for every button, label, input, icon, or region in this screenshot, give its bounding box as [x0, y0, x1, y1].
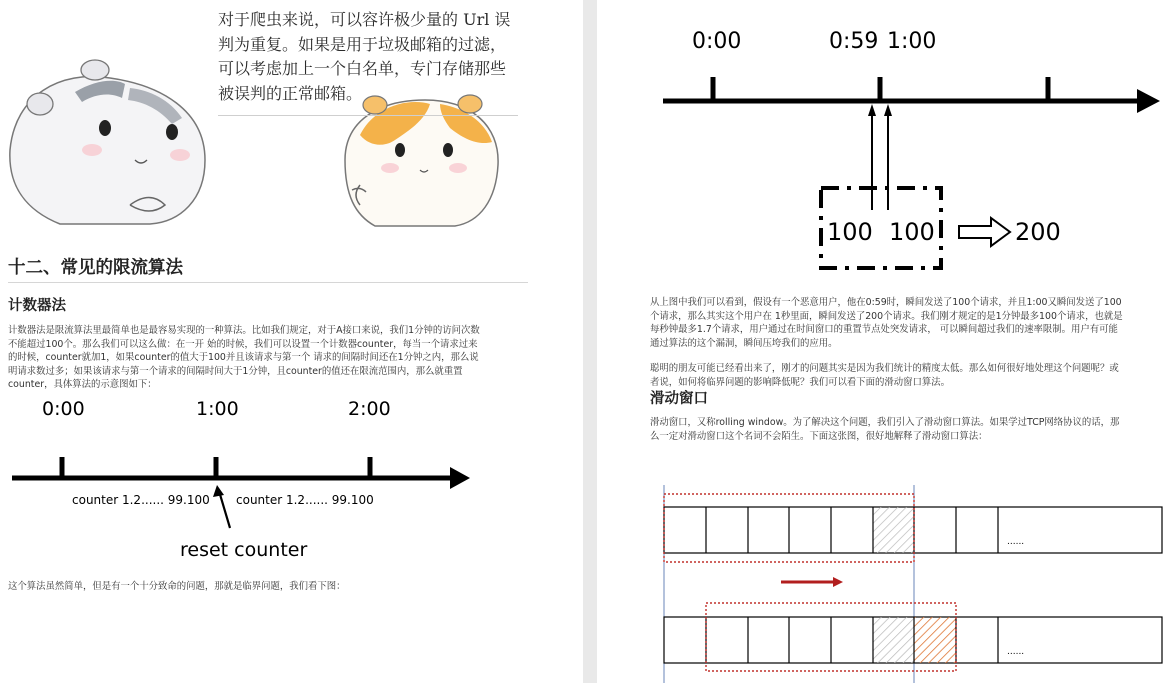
boundary-paragraph [650, 296, 1165, 350]
burst-arrow-head-1 [884, 104, 892, 116]
paragraph-line: 计数器法是限流算法里最简单也是最容易实现的一种算法。比如我们规定，对于A接口来说，我们1分钟的访问次数 [8, 325, 480, 336]
paragraph-line: 的时候，counter就加1，如果counter的值大于100并且该请求与第一个 请求的间隔时间还在1分钟之内，那么说 [8, 352, 479, 364]
paragraph-line: counter，具体算法的示意图如下： [8, 379, 157, 391]
time-label-100: 1:00 [887, 29, 937, 54]
paragraph-line: 聪明的朋友可能已经看出来了，刚才的问题其实是因为我们统计的精度太低。那么如何很好地处理这个问题呢？或 [650, 363, 1119, 374]
closing-paragraph: 这个算法虽然简单，但是有一个十分致命的问题，那就是临界问题，我们看下图： [8, 581, 346, 592]
right-page [597, 0, 1168, 683]
ellipsis-top: ...... [1007, 537, 1025, 547]
paragraph-line: 者说，如何将临界问题的影响降低呢？我们可以看下面的滑动窗口算法。 [650, 376, 951, 388]
sliding-window-paragraph [650, 416, 1165, 443]
result-label: 200 [1015, 218, 1061, 246]
slide-arrow [781, 577, 843, 587]
time-label-2: 2:00 [348, 398, 391, 420]
paragraph-line: 明请求数过多；如果该请求与第一个请求的间隔时间大于1分钟，且counter的值还在限流范围内，那么就重置 [8, 365, 463, 377]
bubble-line: 判为重复。如果是用于垃圾邮箱的过滤， [218, 34, 507, 54]
heading-divider [8, 282, 528, 283]
segment-label-1: counter 1.2...... 99.100 [236, 493, 374, 507]
time-label-059: 0:59 [829, 29, 879, 54]
counter-paragraph [8, 324, 578, 392]
paragraph-line: 个请求，那么其实这个用户在 1秒里面，瞬间发送了200个请求。我们刚才规定的是1分钟最多100个请求，也就是 [650, 310, 1123, 322]
timeline-arrowhead [450, 467, 470, 489]
paragraph-line: 从上图中我们可以看到，假设有一个恶意用户，他在0:59时，瞬间发送了100个请求，并且1:00又瞬间发送了100 [650, 297, 1122, 308]
time-label-1: 1:00 [196, 398, 239, 420]
reset-pointer-head [213, 485, 224, 497]
bubble-underline [218, 115, 518, 116]
precision-paragraph [650, 362, 1165, 389]
ellipsis-bottom: ...... [1007, 647, 1025, 657]
time-label-0: 0:00 [42, 398, 85, 420]
left-page [0, 0, 583, 683]
section-heading: 十二、常见的限流算法 [8, 258, 183, 278]
subheading-sliding-window: 滑动窗口 [650, 391, 708, 407]
paragraph-line: 通过算法的这个漏洞，瞬间压垮我们的应用。 [650, 337, 838, 349]
segment-label-0: counter 1.2...... 99.100 [72, 493, 210, 507]
bubble-line: 被误判的正常邮箱。 [218, 83, 363, 103]
paragraph-line: 么一定对滑动窗口这个名词不会陌生。下面这张图，很好地解释了滑动窗口算法： [650, 430, 988, 442]
burst-arrow-head-0 [868, 104, 876, 116]
result-arrow [959, 218, 1010, 246]
bubble-line: 可以考虑加上一个白名单，专门存储那些 [218, 59, 507, 78]
gray-hamster [10, 60, 205, 224]
subheading-counter: 计数器法 [8, 298, 66, 314]
burst-label-0: 100 [827, 218, 873, 246]
counter-diagram [0, 395, 583, 565]
sliding-window-diagram [597, 485, 1168, 683]
row-bottom [664, 617, 1162, 663]
row-top [664, 507, 1162, 553]
boundary-diagram [597, 0, 1168, 290]
burst-label-1: 100 [889, 218, 935, 246]
reset-counter-label: reset counter [180, 539, 308, 561]
time-label-0: 0:00 [692, 29, 742, 54]
paragraph-line: 滑动窗口，又称rolling window。为了解决这个问题，我们引入了滑动窗口算法。如果学过TCP网络协议的话，那 [650, 417, 1120, 428]
reset-pointer-line [219, 491, 230, 528]
timeline-arrowhead [1137, 89, 1160, 113]
bubble-line: 对于爬虫来说，可以容许极少量的 Url 误 [218, 10, 511, 29]
speech-bubble-text [218, 8, 538, 106]
paragraph-line: 每秒钟最多1.7个请求，用户通过在时间窗口的重置节点处突发请求， 可以瞬间超过我们的速率限制。用户有可能 [650, 324, 1118, 336]
paragraph-line: 不能超过100个。那么我们可以这么做：在一开 始的时候，我们可以设置一个计数器counter，每当一个请求过来 [8, 338, 478, 350]
